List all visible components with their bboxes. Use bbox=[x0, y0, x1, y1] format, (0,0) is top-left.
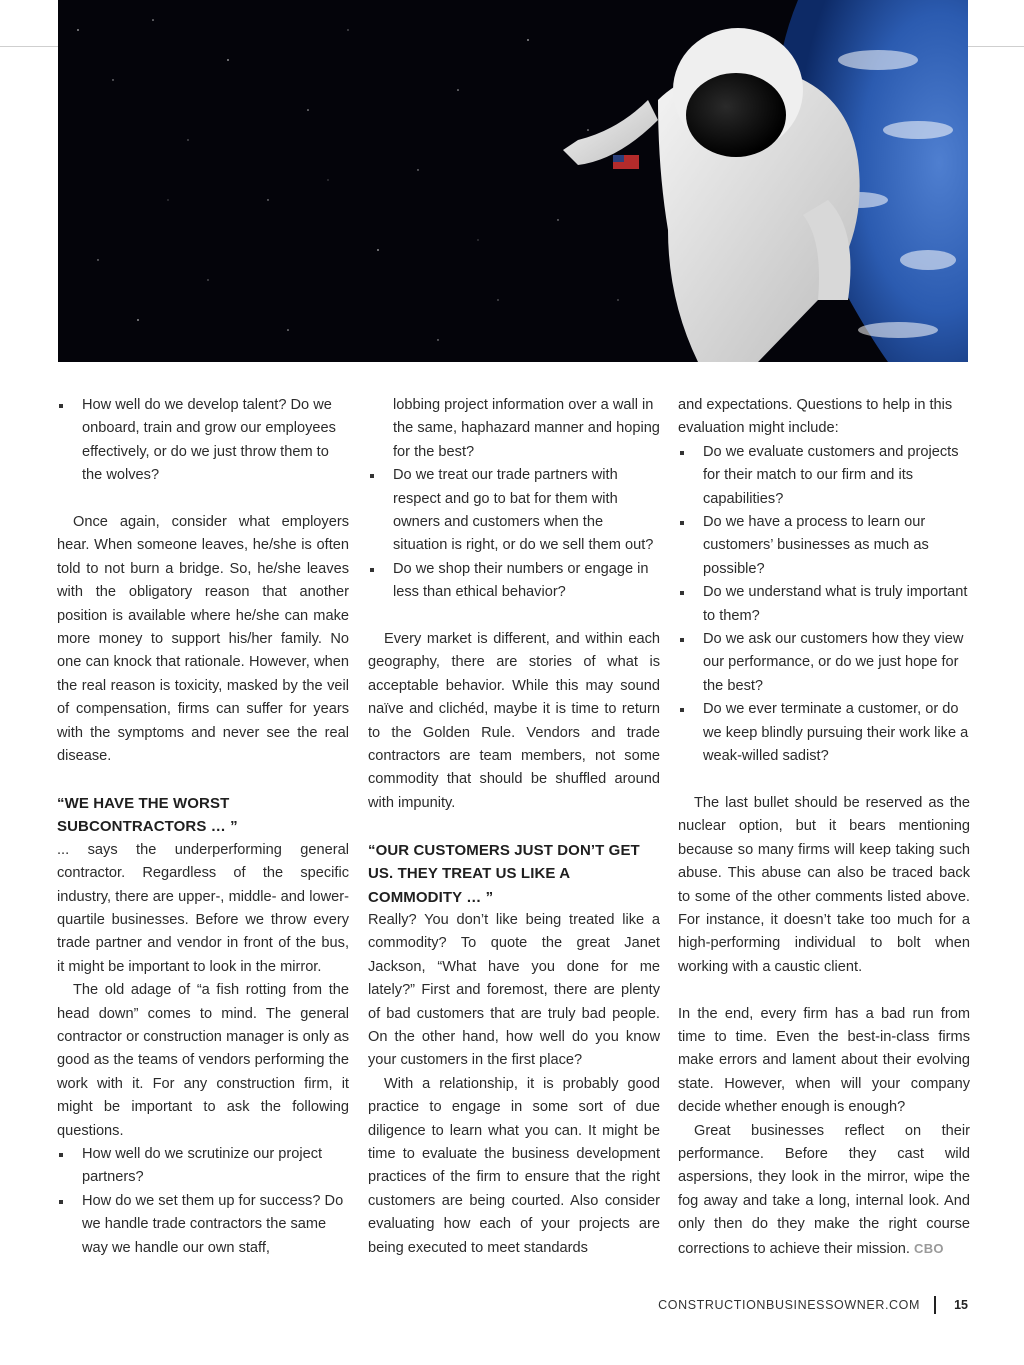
section-heading: “OUR CUSTOMERS JUST DON’T GET US. THEY TREAT US LIKE A COMMODITY … ” bbox=[368, 841, 640, 906]
top-rule-right bbox=[968, 46, 1024, 47]
paragraph: Really? You don’t like being treated like a commodity? To quote the great Janet Jackson, “What have you done for me lately?” First and foremost, there are plenty of bad customers that are truly bad people. On the other hand, how well do you know your customers in the first place? bbox=[368, 911, 660, 1069]
bullet-item: Do we shop their numbers or engage in less than ethical behavior? bbox=[368, 558, 660, 605]
text-column-2 bbox=[368, 394, 660, 1260]
paragraph: With a relationship, it is probably good practice to engage in some sort of due diligence to learn what you can. It might be time to evaluate the business development practices of the firm to ensure that the right customers are being courted. Also consider evaluating how each of your projects are being executed to meet standards bbox=[368, 1075, 660, 1256]
bullet-item: Do we have a process to learn our customers’ businesses as much as possible? bbox=[678, 511, 970, 581]
paragraph: Once again, consider what employers hear. When someone leaves, he/she is often told to not burn a bridge. So, he/she leaves with the obligatory reason that another position is available where he/she can make more money to support his/her family. No one can knock that rationale. However, when the real reason is toxicity, masked by the veil of compensation, firms can suffer for years with the symptoms and never see the real disease. bbox=[57, 514, 349, 765]
bullet-item: Do we treat our trade partners with respect and go to bat for them with owners and customers when the situation is right, or do we sell them out? bbox=[368, 464, 660, 558]
astronaut-illustration bbox=[58, 0, 968, 362]
paragraph: The last bullet should be reserved as the nuclear option, but it bears mentioning because so many firms will keep taking such abuse. This abuse can also be traced back to some of the other comments listed above. For instance, it doesn’t take too much for a high-performing individual to bolt when working with a caustic client. bbox=[678, 794, 970, 975]
closing-text: Great businesses reflect on their performance. Before they cast wild aspersions, they look in the mirror, wipe the fog away and take a long, internal look. And only then do they make the right course corrections to achieve their mission. bbox=[678, 1122, 970, 1257]
paragraph-continuation: and expectations. Questions to help in this evaluation might include: bbox=[678, 397, 953, 437]
closing-paragraph bbox=[678, 1120, 970, 1261]
page-footer bbox=[600, 1296, 968, 1318]
paragraph: Every market is different, and within each geography, there are stories of what is acceptable behavior. While this may sound naïve and clichéd, maybe it is time to return to the Golden Rule. Vendors and trade contractors are team members, not some commodity that should be shuffled around with impunity. bbox=[368, 631, 660, 811]
bullet-item: Do we understand what is truly important to them? bbox=[678, 581, 970, 628]
paragraph: The old adage of “a fish rotting from the head down” comes to mind. The general contractor or construction manager is only as good as the teams of vendors performing the work with it. For any construction firm, it might be important to ask the following questions. bbox=[57, 982, 349, 1139]
paragraph: ... says the underperforming general contractor. Regardless of the specific industry, there are upper-, middle- and lower-quartile businesses. Before we throw every trade partner and vendor in front of the bus, it might be important to look in the mirror. bbox=[57, 841, 349, 975]
paragraph: In the end, every firm has a bad run from time to time. Even the best-in-class firms make errors and lament about their evolving state. However, when will your company decide whether enough is enough? bbox=[678, 1005, 970, 1116]
bullet-item: Do we ask our customers how they view our performance, or do we just hope for the best? bbox=[678, 628, 970, 698]
section-heading: “WE HAVE THE WORST SUBCONTRACTORS … ” bbox=[57, 794, 238, 836]
astronaut-photo bbox=[58, 0, 968, 362]
text-column-3 bbox=[678, 394, 970, 1261]
bullet-item: Do we ever terminate a customer, or do we keep blindly pursuing their work like a weak-willed sadist? bbox=[678, 698, 970, 768]
top-rule-left bbox=[0, 46, 58, 47]
footer-divider bbox=[934, 1296, 936, 1314]
page-number: 15 bbox=[954, 1298, 968, 1312]
bullet-item: Do we evaluate customers and projects for their match to our firm and its capabilities? bbox=[678, 441, 970, 511]
bullet-item: How well do we scrutinize our project partners? bbox=[57, 1143, 349, 1190]
bullet-item: How do we set them up for success? Do we handle trade contractors the same way we handle our own staff, bbox=[57, 1190, 349, 1260]
cbo-signature: CBO bbox=[914, 1240, 944, 1256]
website-url: CONSTRUCTIONBUSINESSOWNER.COM bbox=[658, 1298, 920, 1312]
text-column-1 bbox=[57, 394, 349, 1260]
bullet-develop-talent: How well do we develop talent? Do we onboard, train and grow our employees effectively, or do we just throw them to the wolves? bbox=[57, 394, 349, 488]
bullet-continuation: lobbing project information over a wall in the same, haphazard manner and hoping for the best? bbox=[393, 397, 660, 460]
